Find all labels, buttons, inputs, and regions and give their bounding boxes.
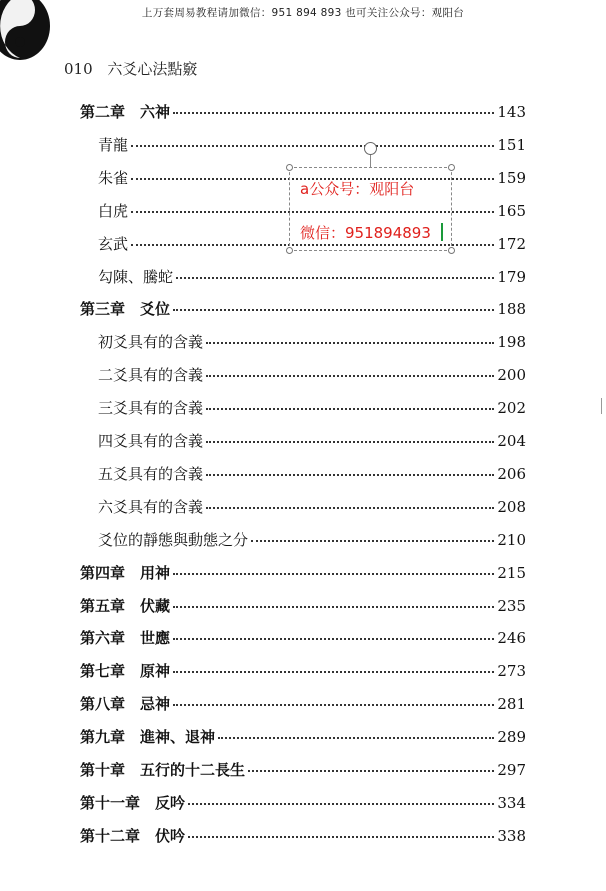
toc-section-row [98,430,526,454]
toc-page-number: 172 [497,234,526,253]
dot-leader [206,342,494,344]
toc-section-row [98,364,526,388]
overlay-text-box[interactable] [289,167,452,251]
toc-chapter-row [80,759,526,783]
toc-entry-label: 第十二章 伏吟 [80,826,186,845]
dot-leader [206,474,494,476]
dot-leader [173,606,494,608]
page-header [64,58,197,79]
toc-entry-label: 爻位的靜態與動態之分 [98,530,249,549]
toc-entry-label: 白虎 [98,201,129,220]
toc-chapter-row [80,101,526,125]
toc-entry-label: 四爻具有的含義 [98,432,204,450]
rotate-handle[interactable] [364,142,377,155]
toc-chapter-row [80,595,526,619]
page-edge-mark [601,398,602,414]
toc-entry-label: 五爻具有的含義 [98,464,204,483]
toc-page-number: 297 [497,761,526,779]
book-title: 六爻心法點竅 [107,60,198,78]
yin-yang-icon [0,0,52,62]
overlay-wechat-id[interactable]: 微信：951894893 [300,224,431,242]
dot-leader [173,309,494,311]
toc-page-number: 206 [497,464,526,483]
toc-chapter-row [80,627,526,651]
toc-page-number: 215 [497,563,526,582]
toc-entry-label: 第九章 進神、退神 [80,728,216,747]
toc-page-number: 204 [497,432,526,450]
toc-section-row [98,134,526,158]
toc-page-number: 208 [497,497,526,516]
toc-entry-label: 勾陳、騰蛇 [98,267,174,286]
dot-leader [131,145,494,147]
toc-entry-label: 第五章 伏藏 [80,596,171,615]
toc-page-number: 179 [497,267,526,286]
resize-handle-top-right[interactable] [448,164,455,171]
toc-section-row [98,266,526,290]
toc-section-row [98,496,526,520]
toc-entry-label: 第二章 六神 [80,103,171,121]
dot-leader [176,277,494,279]
toc-page-number: 202 [497,399,526,418]
toc-page-number: 210 [497,530,526,549]
toc-entry-label: 青龍 [98,135,129,154]
dot-leader [206,441,494,443]
dot-leader [248,770,494,772]
toc-section-row [98,463,526,487]
toc-section-row [98,331,526,355]
toc-section-row [98,397,526,421]
toc-page-number: 159 [497,168,526,187]
resize-handle-bottom-right[interactable] [448,247,455,254]
toc-page-number: 281 [497,695,526,714]
toc-page-number: 198 [497,333,526,352]
page-number: 010 [64,60,93,78]
toc-chapter-row [80,825,526,849]
toc-chapter-row [80,726,526,750]
toc-chapter-row [80,792,526,816]
toc-entry-label: 玄武 [98,234,129,253]
toc-entry-label: 第七章 原神 [80,662,171,681]
toc-page-number: 151 [497,135,526,154]
toc-page-number: 143 [497,103,526,121]
rotation-stem [370,154,371,168]
text-caret [441,223,443,241]
toc-page-number: 338 [497,826,526,845]
toc-page-number: 165 [497,201,526,220]
dot-leader [173,704,494,706]
toc-entry-label: 第十一章 反吟 [80,793,186,812]
dot-leader [206,507,494,509]
toc-page-number: 334 [497,793,526,812]
toc-chapter-row [80,298,526,322]
resize-handle-top-left[interactable] [286,164,293,171]
toc-page-number: 200 [497,366,526,385]
toc-entry-label: 第八章 忌神 [80,695,171,714]
toc-page-number: 273 [497,662,526,681]
toc-entry-label: 初爻具有的含義 [98,333,204,352]
dot-leader [173,573,494,575]
dot-leader [173,638,494,640]
toc-page-number: 235 [497,596,526,615]
toc-entry-label: 二爻具有的含義 [98,366,204,385]
toc-chapter-row [80,693,526,717]
toc-entry-label: 朱雀 [98,168,129,187]
toc-entry-label: 第六章 世應 [80,629,171,648]
toc-chapter-row [80,660,526,684]
dot-leader [251,540,494,542]
toc-section-row [98,529,526,553]
toc-chapter-row [80,562,526,586]
overlay-wechat-official-account[interactable]: a公众号：观阳台 [300,180,415,198]
dot-leader [218,737,494,739]
dot-leader [173,112,494,114]
dot-leader [206,375,494,377]
toc-page-number: 246 [497,629,526,648]
toc-page-number: 188 [497,300,526,319]
dot-leader [173,671,494,673]
dot-leader [206,408,494,410]
toc-entry-label: 第三章 爻位 [80,300,171,319]
toc-entry-label: 第四章 用神 [80,563,171,582]
toc-page-number: 289 [497,728,526,747]
dot-leader [188,803,494,805]
toc-entry-label: 三爻具有的含義 [98,399,204,418]
toc-entry-label: 六爻具有的含義 [98,497,204,516]
resize-handle-bottom-left[interactable] [286,247,293,254]
toc-entry-label: 第十章 五行的十二長生 [80,761,246,779]
dot-leader [188,836,494,838]
watermark-banner: 上万套周易教程请加微信：951 894 893 也可关注公众号：观阳台 [141,7,465,19]
